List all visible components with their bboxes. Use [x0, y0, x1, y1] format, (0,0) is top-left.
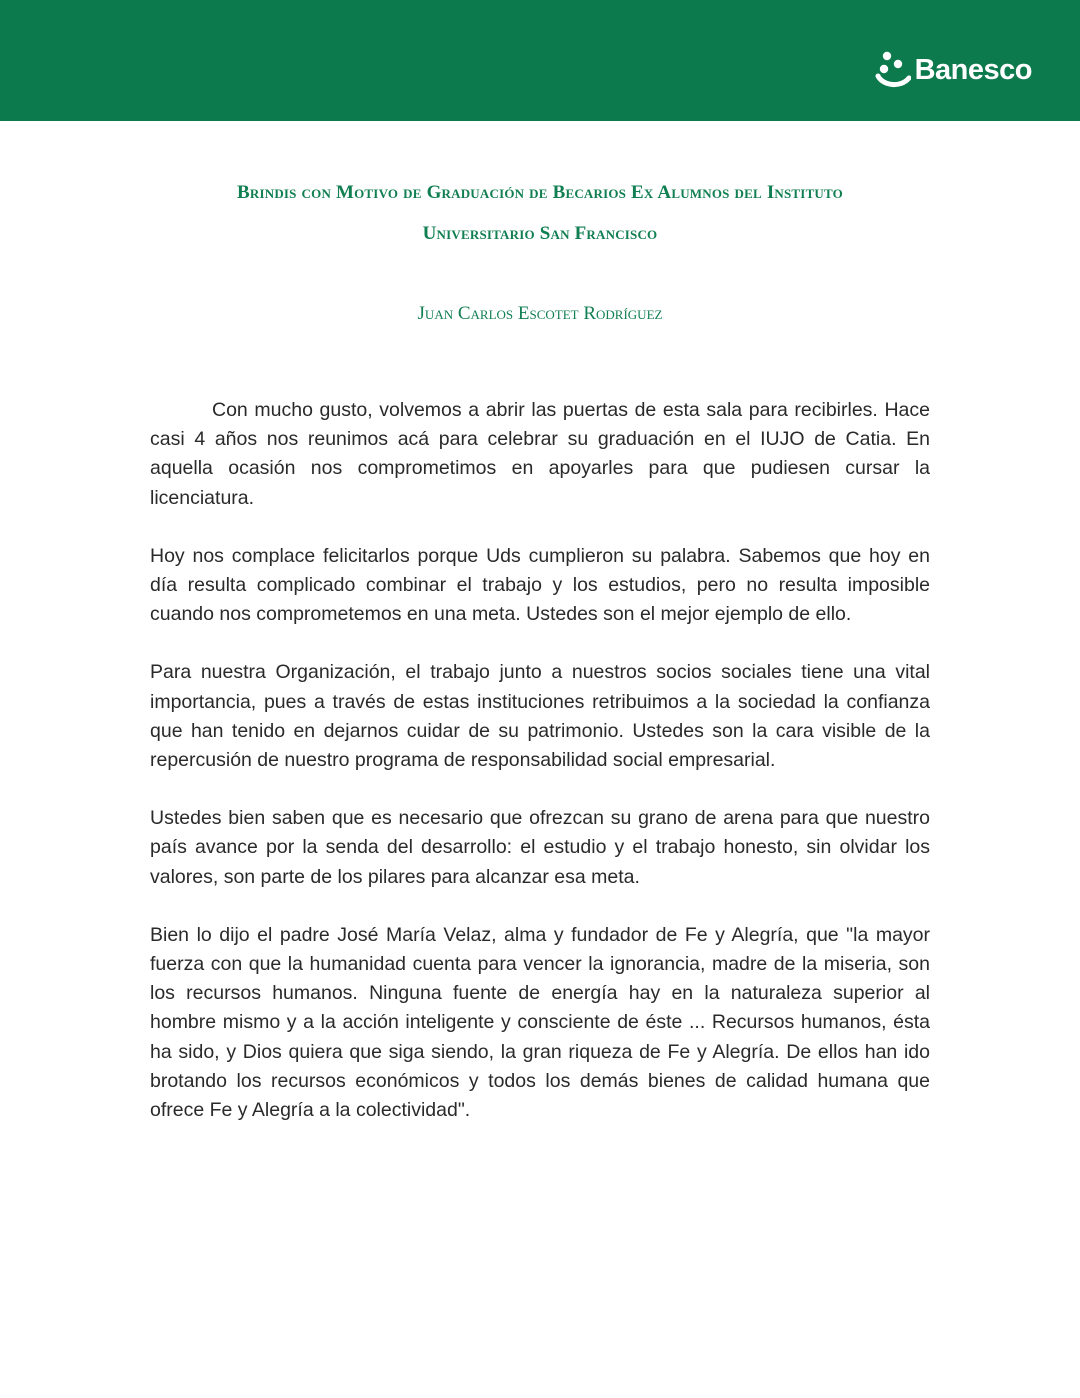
- banesco-logo-icon: [875, 50, 911, 90]
- document-title: [0, 172, 1080, 254]
- title-line-1: Brindis con Motivo de Graduación de Becarios Ex Alumnos del Instituto: [237, 182, 843, 203]
- speech-body: [150, 396, 930, 1154]
- banesco-logo: [875, 48, 1032, 92]
- paragraph: Hoy nos complace felicitarlos porque Uds cumplieron su palabra. Sabemos que hoy en día resulta complicado combinar el trabajo y los estudios, pero no resulta imposible cuando nos comprometemos en una meta. Ustedes son el mejor ejemplo de ello.: [150, 544, 930, 626]
- paragraph: Con mucho gusto, volvemos a abrir las puertas de esta sala para recibirles. Hace casi 4 años nos reunimos acá para celebrar su graduación en el IUJO de Catia. En aquella ocasión nos comprometimos en apoyarles para que pudiesen cursar la licenciatura.: [150, 399, 930, 509]
- paragraph: Ustedes bien saben que es necesario que ofrezcan su grano de arena para que nuestro país avance por la senda del desarrollo: el estudio y el trabajo honesto, sin olvidar los valores, son parte de los pilares para alcanzar esa meta.: [150, 807, 930, 888]
- brand-name: Banesco: [914, 53, 1032, 86]
- author-name: Juan Carlos Escotet Rodríguez: [417, 303, 663, 324]
- paragraph: Bien lo dijo el padre José María Velaz, alma y fundador de Fe y Alegría, que "la mayor fuerza con que la humanidad cuenta para vencer la ignorancia, madre de la miseria, son los recursos humanos. Ninguna fuente de energía hay en la naturaleza superior al hombre mismo y a la acción inteligente y consciente de éste ... Recursos humanos, ésta ha sido, y Dios quiera que siga siendo, la gran riqueza de Fe y Alegría. De ellos han ido brotando los recursos económicos y todos los demás bienes de calidad humana que ofrece Fe y Alegría a la colectividad".: [150, 923, 930, 1122]
- header-band: [0, 0, 1080, 121]
- paragraph: Para nuestra Organización, el trabajo junto a nuestros socios sociales tiene una vital importancia, pues a través de estas instituciones retribuimos a la sociedad la confianza que han tenido en dejarnos cuidar de su patrimonio. Ustedes son la cara visible de la repercusión de nuestro programa de responsabilidad social empresarial.: [150, 661, 930, 772]
- title-line-2: Universitario San Francisco: [422, 223, 658, 244]
